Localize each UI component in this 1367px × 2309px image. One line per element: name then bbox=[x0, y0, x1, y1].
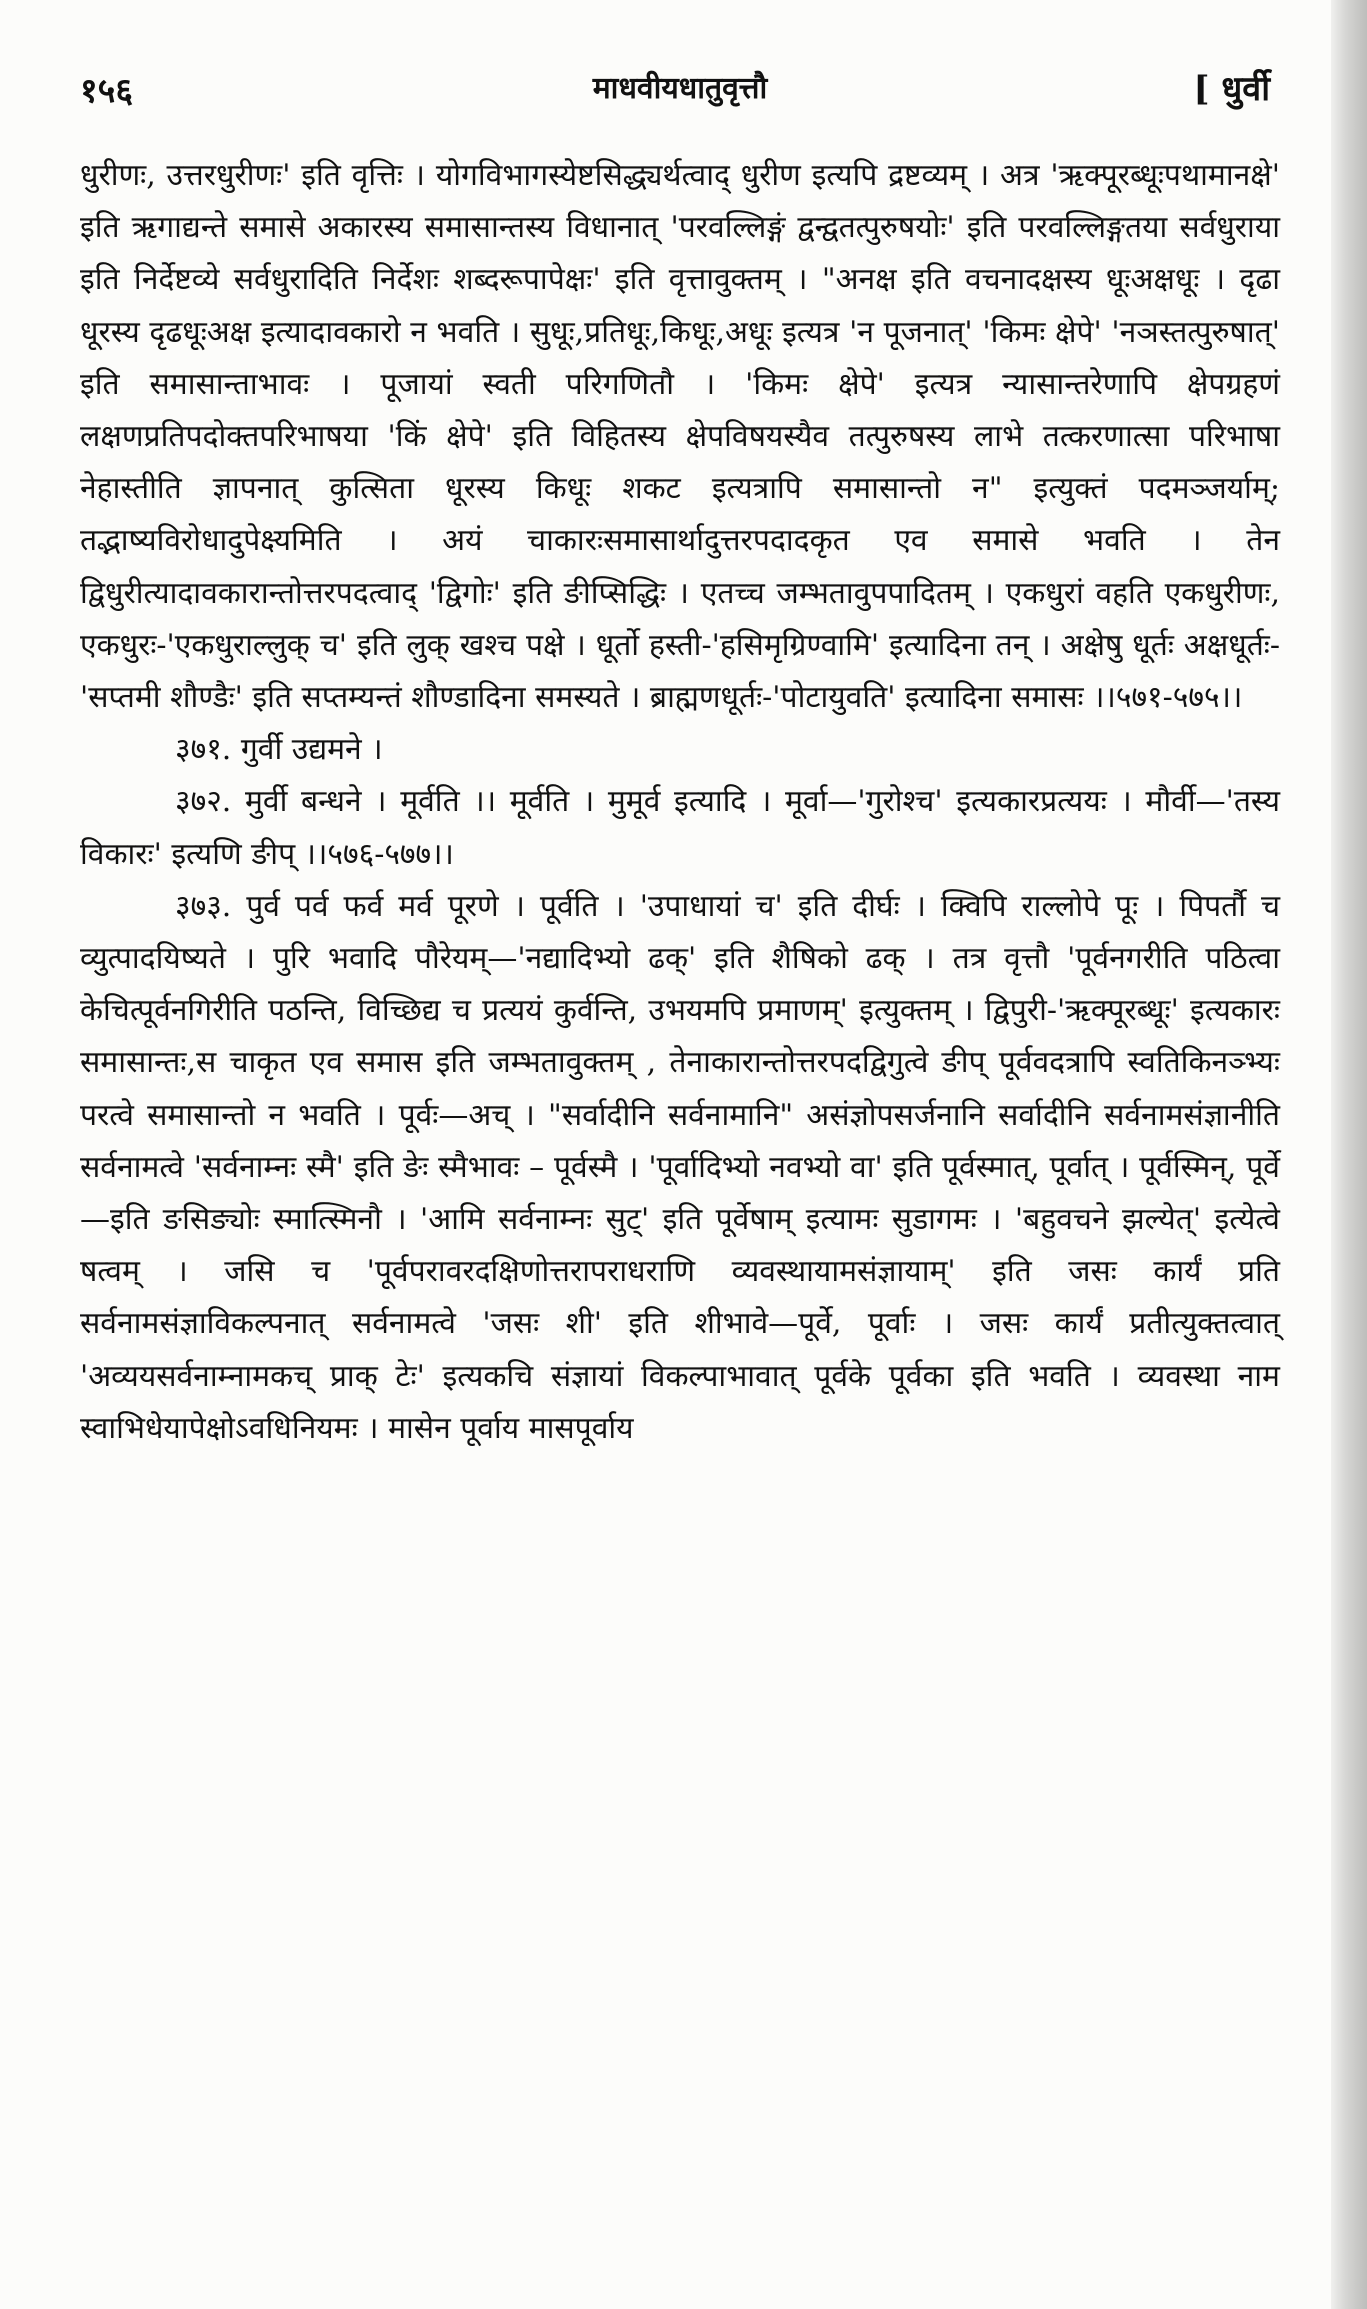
entry-372: ३७२. मुर्वी बन्धने । मूर्वति ।। मूर्वति । मुमूर्व इत्यादि । मूर्वा—'गुरोश्च' इत्यकारप्रत्ययः । मौर्वी—'तस्य विकारः' इत्यणि ङीप् ।।५७६-५७७।। bbox=[80, 784, 1280, 872]
paragraph-continuation: धुरीणः, उत्तरधुरीणः' इति वृत्तिः । योगविभागस्येष्टसिद्ध्यर्थत्वाद् धुरीण इत्यपि द्रष्टव्यम् । अत्र 'ऋक्पूरब्धूःपथामानक्षे' इति ऋगाद्यन्ते समासे अकारस्य समासान्तस्य विधानात् 'परवल्लिङ्गं द्वन्द्वतत्पुरुषयोः' इति परवल्लिङ्गतया सर्वधुराया इति निर्देष्टव्ये सर्वधुरादिति निर्देशः शब्दरूपापेक्षः' इति वृत्तावुक्तम् । "अनक्ष इति वचनादक्षस्य धूःअक्षधूः । दृढा धूरस्य दृढधूःअक्ष इत्यादावकारो न भवति । सुधूः,प्रतिधूः,किधूः,अधूः इत्यत्र 'न पूजनात्' 'किमः क्षेपे' 'नञस्तत्पुरुषात्' इति समासान्ताभावः । पूजायां स्वती परिगणितौ । 'किमः क्षेपे' इत्यत्र न्यासान्तरेणापि क्षेपग्रहणं लक्षणप्रतिपदोक्तपरिभाषया 'किं क्षेपे' इति विहितस्य क्षेपविषयस्यैव तत्पुरुषस्य लाभे तत्करणात्सा परिभाषा नेहास्तीति ज्ञापनात् कुत्सिता धूरस्य किधूः शकट इत्यत्रापि समासान्तो न" इत्युक्तं पदमञ्जर्याम्; तद्भाष्यविरोधादुपेक्ष्यमिति । अयं चाकारःसमासार्थादुत्तरपदादकृत एव समासे भवति । तेन द्विधुरीत्यादावकारान्तोत्तरपदत्वाद् 'द्विगोः' इति ङीप्सिद्धिः । एतच्च जम्भतावुपपादितम् । एकधुरां वहति एकधुरीणः, एकधुरः-'एकधुराल्लुक् च' इति लुक् खश्च पक्षे । धूर्तो हस्ती-'हसिमृग्रिण्वामि' इत्यादिना तन् । अक्षेषु धूर्तः अक्षधूर्तः-'सप्तमी शौण्डैः' इति सप्तम्यन्तं शौण्डादिना समस्यते । ब्राह्मणधूर्तः-'पोटायुवति' इत्यादिना समासः ।।५७१-५७५।। bbox=[80, 158, 1280, 716]
running-title: माधवीयधातुवृत्तौ bbox=[592, 71, 768, 106]
page-edge-shadow bbox=[1331, 0, 1367, 2309]
page-header bbox=[80, 62, 1280, 122]
entry-371: ३७१. गुर्वी उद्यमने । bbox=[175, 732, 383, 768]
section-tag: [ धुर्वी bbox=[1193, 69, 1270, 109]
body-text bbox=[80, 150, 1280, 1455]
page-number: १५६ bbox=[80, 71, 134, 111]
entry-373: ३७३. पुर्व पर्व फर्व मर्व पूरणे । पूर्वति । 'उपाधायां च' इति दीर्घः । क्विपि राल्लोपे पूः । पिपर्तौ च व्युत्पादयिष्यते । पुरि भवादि पौरेयम्—'नद्यादिभ्यो ढक्' इति शैषिको ढक् । तत्र वृत्तौ 'पूर्वनगरीति पठित्वा केचित्पूर्वनगिरीति पठन्ति, विच्छिद्य च प्रत्ययं कुर्वन्ति, उभयमपि प्रमाणम्' इत्युक्तम् । द्विपुरी-'ऋक्पूरब्धूः' इत्यकारः समासान्तः,स चाकृत एव समास इति जम्भतावुक्तम् , तेनाकारान्तोत्तरपदद्विगुत्वे ङीप् पूर्ववदत्रापि स्वतिकिनञ्भ्यः परत्वे समासान्तो न भवति । पूर्वः—अच् । "सर्वादीनि सर्वनामानि" असंज्ञोपसर्जनानि सर्वादीनि सर्वनामसंज्ञानीति सर्वनामत्वे 'सर्वनाम्नः स्मै' इति ङेः स्मैभावः – पूर्वस्मै । 'पूर्वादिभ्यो नवभ्यो वा' इति पूर्वस्मात्, पूर्वात् । पूर्वस्मिन्, पूर्वे—इति ङसिङ्योः स्मात्स्मिनौ । 'आमि सर्वनाम्नः सुट्' इति पूर्वेषाम् इत्यामः सुडागमः । 'बहुवचने झल्येत्' इत्येत्वे षत्वम् । जसि च 'पूर्वपरावरदक्षिणोत्तरापराधराणि व्यवस्थायामसंज्ञायाम्' इति जसः कार्यं प्रति सर्वनामसंज्ञाविकल्पनात् सर्वनामत्वे 'जसः शी' इति शीभावे—पूर्वे, पूर्वाः । जसः कार्यं प्रतीत्युक्तत्वात् 'अव्ययसर्वनाम्नामकच् प्राक् टेः' इत्यकचि संज्ञायां विकल्पाभावात् पूर्वके पूर्वका इति भवति । व्यवस्था नाम स्वाभिधेयापेक्षोऽवधिनियमः । मासेन पूर्वाय मासपूर्वाय bbox=[80, 888, 1280, 1446]
